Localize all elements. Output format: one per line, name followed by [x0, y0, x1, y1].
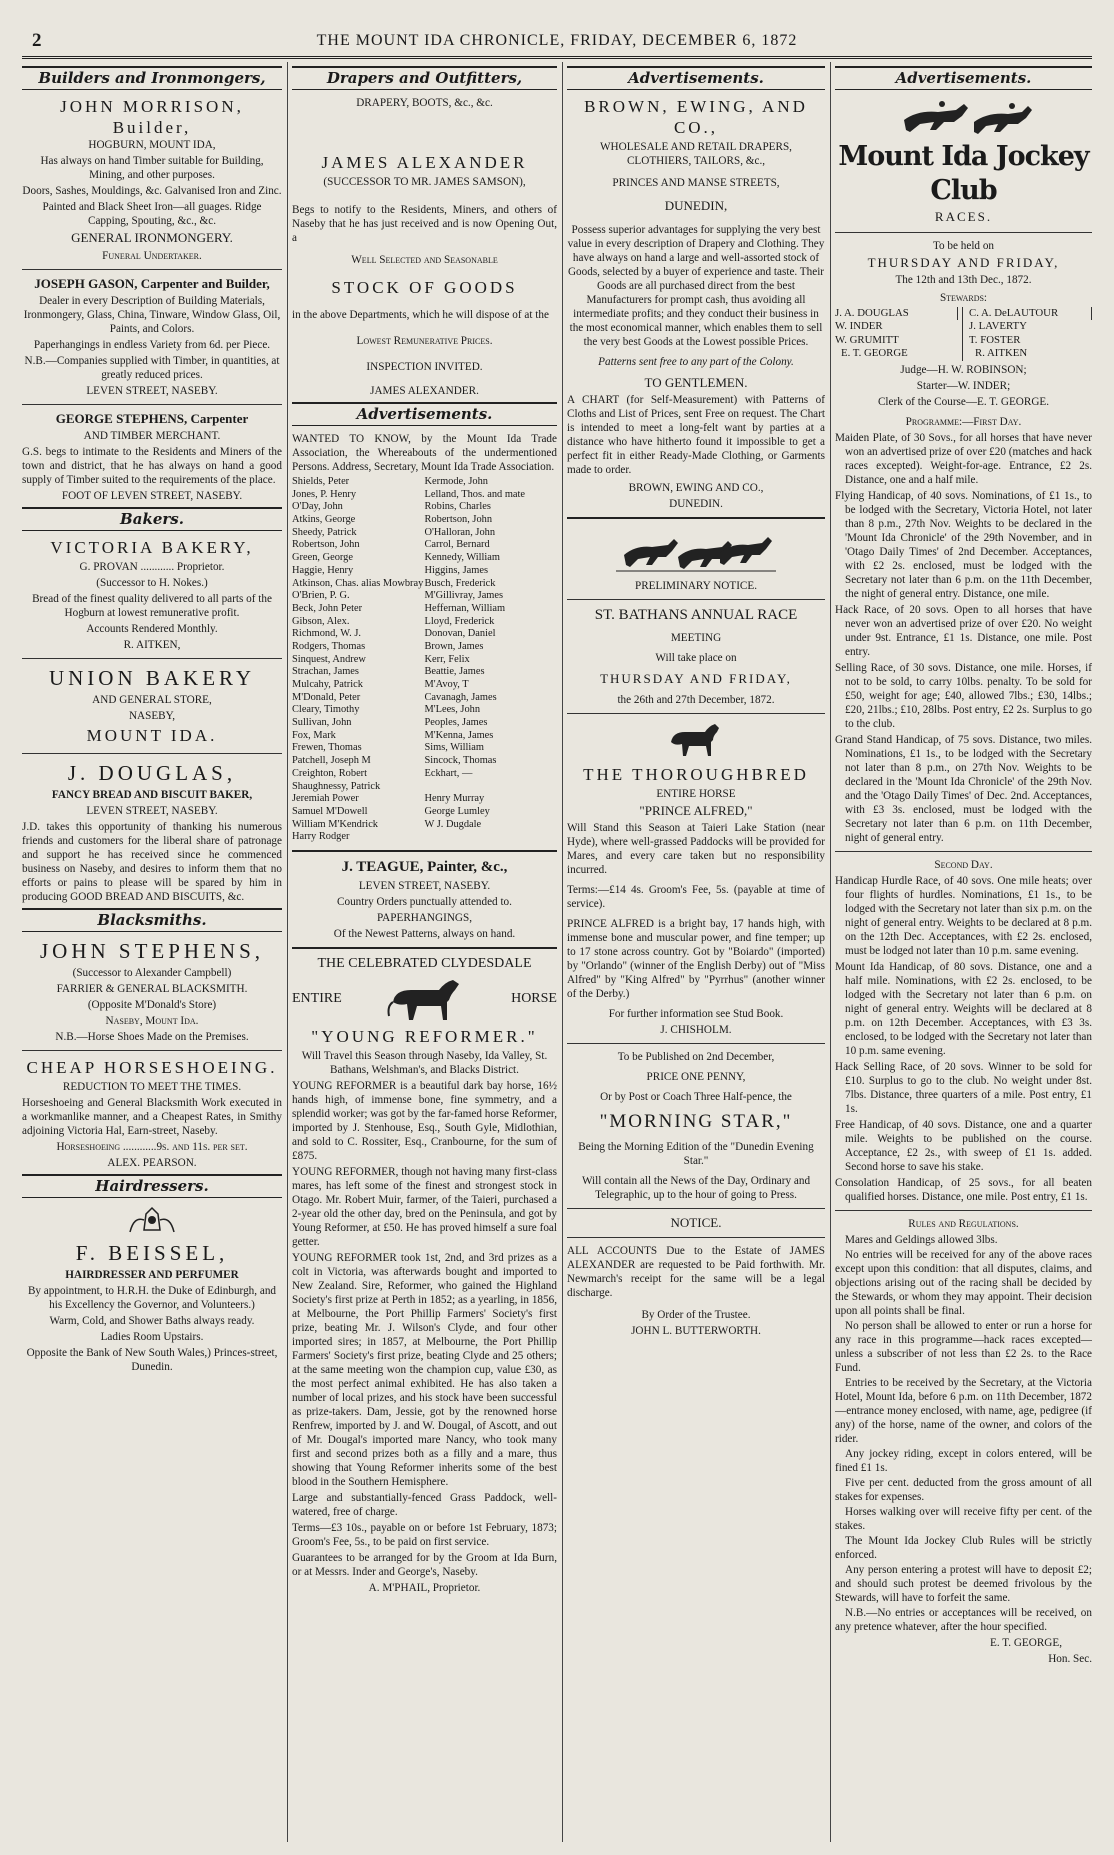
ad-text: The 12th and 13th Dec., 1872.: [895, 273, 1032, 286]
ad-text: E. T. GEORGE,: [990, 1636, 1062, 1649]
ad-text: Will Stand this Season at Taieri Lake Station (near Hyde), where well-grassed Paddocks will be provided for Mares, and every care taken but no responsibility incurred.: [567, 822, 825, 877]
divider: [292, 947, 557, 949]
ad-text: A CHART (for Self-Measurement) with Patterns of Cloths and List of Prices, sent Free on request. The Chart is intended to meet a long-felt want by parties at a distance who have hitherto found it impossible to get a perfect fit in either Ready-Made Clothing, or Garments made to order.: [567, 393, 825, 476]
ad-text: Will Travel this Season through Naseby, Ida Valley, St. Bathans, Welshman's, and Blacks District.: [301, 1050, 548, 1077]
missing-person-name: Mulcahy, Patrick: [292, 679, 363, 690]
ad-text: FARRIER & GENERAL BLACKSMITH.: [56, 982, 248, 995]
ad-text: Naseby, Mount Ida.: [105, 1014, 199, 1027]
ad-text: By Order of the Trustee.: [641, 1309, 751, 1322]
steward-name: R. AITKEN: [975, 347, 1028, 360]
ad-text: Second Day.: [934, 858, 993, 871]
rule-item: Any jockey riding, except in colors entered, will be fined £1 1s.: [835, 1447, 1092, 1474]
missing-person-name: Kennedy, William: [424, 552, 500, 564]
missing-person-name: Atkinson, Chas. alias Mowbray: [292, 577, 424, 589]
missing-person-name: Kerr, Felix: [424, 653, 470, 665]
ad-text: DUNEDIN,: [664, 198, 728, 214]
missing-person-name: M'Lees, John: [424, 704, 481, 716]
missing-person-name: Beck, John Peter: [292, 602, 363, 614]
divider: [22, 404, 282, 405]
missing-persons-list: [292, 476, 557, 844]
ad-text: WHOLESALE AND RETAIL DRAPERS, CLOTHIERS, TAILORS, &c.,: [600, 141, 792, 168]
ad-text: PRINCES AND MANSE STREETS,: [612, 177, 780, 190]
steward-name: T. FOSTER: [969, 333, 1021, 346]
steward-name: C. A. DeLAUTOUR: [969, 307, 1092, 320]
ad-text: Possess superior advantages for supplying the very best value in every description of Drapery and Clothing. They have always on hand a large and well-assorted stock of Goods, selected by a buyer of experience and taste. Their Goods are all purchased direct from the best Manufacturers for prompt cash, thus avoiding all intermediate profits; and they conduct their business in the most economical manner, which enables them to sell the very best Goods at the Lowest possible Prices.: [567, 223, 825, 348]
ad-text: ENTIRE: [292, 991, 342, 1007]
missing-person-name: Fox, Mark: [292, 729, 336, 741]
ad-text: BROWN, EWING AND CO.,: [628, 481, 764, 494]
ad-text: REDUCTION TO MEET THE TIMES.: [62, 1081, 242, 1093]
race-entry: Mount Ida Handicap, of 80 sovs. Distance, one and a half mile. Nominations, with £2 2s. enclosed, to be lodged with the Secretary not later than 6 p.m. on night of general entry. Weights will be declared at 8 p.m. on 12th December. Acceptances, with £3 3s. enclosed, to be lodged with the Secretary not later than 10 p.m. same evening.: [835, 960, 1092, 1057]
ad-text: YOUNG REFORMER, though not having many first-class mares, has left some of the finest and strongest stock in Otago. Mr. Robert Muir, farmer, of the Taieri, purchased a 2-year old the other day, bred on the Peninsula, and got by Young Reformer, at £50. He has proved himself a sure foal getter.: [292, 1166, 557, 1249]
stewards-left-column: [835, 307, 963, 361]
rules-list: [835, 1233, 1092, 1634]
ad-text: Terms:—£14 4s. Groom's Fee, 5s. (payable at time of service).: [567, 884, 825, 911]
section-heading: Bakers.: [22, 507, 282, 531]
missing-person-name: Jeremiah Power: [292, 793, 359, 805]
ad-text: THURSDAY AND FRIDAY,: [867, 254, 1060, 270]
ad-text: N.B.—Companies supplied with Timber, in quantities, at greatly reduced prices.: [24, 354, 280, 381]
ad-text: THURSDAY AND FRIDAY,: [600, 670, 792, 686]
missing-person-name: O'Day, John: [292, 501, 343, 513]
ad-text: YOUNG REFORMER took 1st, 2nd, and 3rd prizes as a colt in Victoria, was afterwards bought and imported to New Zealand. Sire, Reformer, who gained the Highland Society's first prize at Perth in 1852; as a yearling, in 1856, at Melbourne, the Port Phillip Farmers' Society's first prize, beating Mr. J. Wilson's Clyde, and four other imported sires; in 1857, at Melbourne, the Port Phillip Farmers' Society's first prize, beating Clyde and 25 others; at the same meeting won the champion cup, value £30, as the most perfect animal exhibited. He has also taken a number of local prizes, and his stock have been successful as prize-takers. Dam, Jessie, got by the renowned horse Renfrew, imported by J. and W. Dougal, of Ascott, and out of Mr. Dougal's imported mare Nancy, who took many first and second prizes both as a filly and a mare, thus showing that Young Reformer inherits some of the best blood in the Southern Hemisphere.: [292, 1252, 557, 1489]
divider: [567, 599, 825, 600]
missing-person-name: Sullivan, John: [292, 717, 352, 729]
missing-person-name: Busch, Frederick: [424, 577, 496, 589]
steward-name: E. T. GEORGE: [841, 347, 908, 360]
ad-text: MOUNT IDA.: [86, 726, 218, 746]
ad-text: PRICE ONE PENNY,: [646, 1071, 746, 1084]
ad-text: the 26th and 27th December, 1872.: [617, 693, 775, 706]
divider: [835, 232, 1092, 233]
section-heading: Advertisements.: [835, 66, 1092, 90]
ad-text: Has always on hand Timber suitable for Building, Mining, and other purposes.: [40, 155, 264, 182]
ad-heading: JOSEPH GASON, Carpenter and Builder,: [34, 275, 270, 291]
missing-person-name: M'Avoy, T: [424, 679, 469, 690]
divider: [22, 269, 282, 270]
ad-text: G. PROVAN ............ Proprietor.: [79, 561, 225, 573]
missing-person-name: Brown, James: [424, 640, 484, 652]
ad-text: AND TIMBER MERCHANT.: [83, 430, 221, 442]
rule-item: No person shall be allowed to enter or run a horse for any race in this programme—hack races excepted—unless a subscriber of not less than £2 2s. to the Race Fund.: [835, 1319, 1092, 1374]
horse-icon: [381, 972, 471, 1026]
ad-text: (Opposite M'Donald's Store): [87, 998, 217, 1011]
missing-person-name: M'Kenna, James: [424, 729, 494, 741]
ad-text: FANCY BREAD AND BISCUIT BAKER,: [51, 788, 253, 801]
missing-person-name: Atkins, George: [292, 514, 356, 526]
ad-heading: CHEAP HORSESHOEING.: [26, 1057, 278, 1077]
ad-heading: UNION BAKERY: [48, 666, 256, 690]
missing-person-name: Creighton, Robert: [292, 767, 368, 779]
missing-person-name: [425, 781, 558, 794]
ad-text: ENTIRE HORSE: [656, 788, 736, 800]
ad-text: Guarantees to be arranged for by the Groom at Ida Burn, or at Messrs. Inder and George's, Naseby.: [292, 1552, 557, 1579]
ad-text: DUNEDIN.: [669, 497, 723, 510]
missing-person-name: Beattie, James: [424, 666, 485, 678]
names-left-column: [292, 476, 425, 844]
column-3: [567, 62, 825, 1842]
ad-heading: "MORNING STAR,": [599, 1111, 793, 1133]
missing-person-name: Green, George: [292, 552, 353, 564]
ad-text: Large and substantially-fenced Grass Paddock, well-watered, free of charge.: [292, 1492, 557, 1519]
race-entry: Free Handicap, of 40 sovs. Distance, one and a quarter mile. Weights to be published on the course. Acceptance, £2 2s., with sweep of £1 1s. added. Second horse to save his stake.: [835, 1118, 1092, 1173]
missing-person-name: Harry Rodger: [292, 831, 350, 843]
missing-person-name: Robins, Charles: [424, 501, 491, 513]
ad-text: AND GENERAL STORE,: [92, 694, 212, 707]
ad-text: HORSE: [511, 991, 557, 1007]
ad-text: Bread of the finest quality delivered to all parts of the Hogburn at lowest remunerative profit.: [32, 593, 272, 619]
ad-text: Well Selected and Seasonable: [351, 254, 498, 266]
ad-heading: GEORGE STEPHENS, Carpenter: [55, 410, 249, 426]
ad-text: WANTED TO KNOW, by the Mount Ida Trade Association, the Whereabouts of the undermentioned Persons. Address, Secretary, Mount Ida Trade Association.: [292, 433, 557, 473]
missing-person-name: Lelland, Thos. and mate: [424, 488, 526, 500]
ad-text: Opposite the Bank of New South Wales,) Princes-street, Dunedin.: [26, 1347, 278, 1373]
ad-text: TO GENTLEMEN.: [644, 374, 748, 390]
divider: [567, 1043, 825, 1044]
masthead: [22, 30, 1092, 52]
missing-person-name: Haggie, Henry: [292, 564, 354, 576]
column-rule: [287, 62, 288, 1842]
column-4: [835, 62, 1092, 1842]
ad-text: PAPERHANGINGS,: [376, 911, 472, 924]
ad-text: (Successor to H. Nokes.): [96, 577, 208, 589]
missing-person-name: Sinquest, Andrew: [292, 653, 366, 665]
missing-person-name: M'Donald, Peter: [292, 691, 361, 703]
missing-person-name: Carrol, Bernard: [424, 539, 490, 551]
rule-item: N.B.—No entries or acceptances will be received, on any pretence whatever, after the hour specified.: [835, 1606, 1092, 1633]
ad-text: ALEX. PEARSON.: [107, 1157, 197, 1169]
column-rule: [562, 62, 563, 1842]
ad-text: Painted and Black Sheet Iron—all guages. Ridge Capping, Spouting, &c., &c.: [42, 201, 262, 228]
steward-name: W. INDER: [835, 320, 883, 333]
ad-text: N.B.—Horse Shoes Made on the Premises.: [55, 1030, 249, 1043]
ad-heading: Mount Ida Jockey Club: [838, 140, 1089, 206]
missing-person-name: Henry Murray: [424, 793, 485, 805]
missing-person-name: Sims, William: [424, 742, 484, 754]
rule-item: Horses walking over will receive fifty per cent. of the stakes.: [835, 1505, 1092, 1532]
missing-person-name: Cavanagh, James: [424, 691, 497, 703]
section-heading: Builders and Ironmongers,: [22, 66, 282, 90]
divider: [835, 1210, 1092, 1211]
ad-text: Starter—W. INDER;: [916, 379, 1011, 392]
ad-text: YOUNG REFORMER is a beautiful dark bay horse, 16½ hands high, of immense bone, fine symmetry, and a splendid worker; was got by the far-famed horse Reformer, imported by J. Stenhouse, Esq., South Gyle, Midlothian, and sold to C. Rossiter, Esq., Cranbourne, for the sum of £875.: [292, 1080, 557, 1163]
missing-person-name: Samuel M'Dowell: [292, 805, 368, 817]
missing-person-name: O'Brien, P. G.: [292, 590, 350, 602]
ad-text: (SUCCESSOR TO MR. JAMES SAMSON),: [323, 176, 526, 188]
ad-text: Horseshoeing ............9s. and 11s. per set.: [56, 1141, 248, 1153]
ad-heading: VICTORIA BAKERY,: [50, 537, 254, 557]
missing-person-name: Higgins, James: [424, 564, 488, 576]
divider: [567, 1208, 825, 1209]
ad-text: RACES.: [934, 209, 993, 225]
ad-heading: THE CELEBRATED CLYDESDALE: [317, 955, 532, 971]
ad-text: Lowest Remunerative Prices.: [356, 335, 493, 348]
race-entry: Hack Race, of 20 sovs. Open to all horses that have never won an advertised prize of over £20. No weight under 9st. Entrance, £1 1s. Distance, one mile. Post entry.: [835, 603, 1092, 658]
divider: [567, 1237, 825, 1238]
spacer: [292, 191, 557, 201]
racehorse-jockey-icon: [894, 96, 1034, 136]
stewards-right-column: [963, 307, 1092, 361]
divider: [567, 517, 825, 519]
steward-name: J. A. DOUGLAS: [835, 307, 958, 320]
ad-text: Or by Post or Coach Three Half-pence, the: [600, 1091, 792, 1104]
rule-item: The Mount Ida Jockey Club Rules will be strictly enforced.: [835, 1534, 1092, 1561]
ad-heading: JOHN STEPHENS,: [39, 938, 265, 963]
missing-person-name: Sheedy, Patrick: [292, 526, 357, 538]
ad-text: Accounts Rendered Monthly.: [86, 623, 218, 635]
rule-item: Any person entering a protest will have to deposit £2; and should such protest be deemed frivolous by the Stewards, will have to forfeit the same.: [835, 1563, 1092, 1604]
ad-heading: JOHN MORRISON, Builder,: [60, 96, 244, 137]
ad-text: PRELIMINARY NOTICE.: [634, 579, 758, 592]
races-day-1: [835, 431, 1092, 845]
missing-person-name: O'Halloran, John: [424, 526, 496, 538]
column-rule: [830, 62, 831, 1842]
missing-person-name: Richmond, W. J.: [292, 628, 361, 640]
missing-person-name: Robertson, John: [424, 514, 493, 526]
ad-text: To be Published on 2nd December,: [617, 1051, 775, 1064]
ad-text: Hon. Sec.: [1048, 1652, 1092, 1665]
missing-person-name: William M'Kendrick: [292, 818, 379, 830]
missing-person-name: Strachan, James: [292, 666, 359, 678]
ad-text: FOOT OF LEVEN STREET, NASEBY.: [61, 490, 243, 502]
ad-text: Begs to notify to the Residents, Miners, and others of Naseby that he has just received and is now Opening Out, a: [292, 204, 557, 244]
rule-item: Five per cent. deducted from the gross amount of all stakes for expenses.: [835, 1476, 1092, 1503]
missing-person-name: Frewen, Thomas: [292, 742, 362, 754]
missing-person-name: Rodgers, Thomas: [292, 640, 366, 652]
race-entry: Handicap Hurdle Race, of 40 sovs. One mile heats; over four flights of hurdles. Nominations, £1 1s., to be lodged with the Secretary not later than six p.m. on the night of general entry. Weights to be declared at 8 p.m. on the 12th Dec. Acceptances, with £2 2s. enclosed, must be lodged not later than 10 p.m. same evening.: [835, 874, 1092, 957]
ad-text: Ladies Room Upstairs.: [100, 1331, 204, 1343]
missing-person-name: Peoples, James: [424, 717, 488, 729]
ad-text: G.S. begs to intimate to the Residents and Miners of the town and district, that he has always on hand a good supply of Timber suited to the requirements of the place.: [22, 446, 282, 486]
steward-name: W. GRUMITT: [835, 333, 899, 346]
ad-text: Being the Morning Edition of the "Dunedin Evening Star.": [578, 1141, 814, 1167]
horse-banner: [292, 972, 557, 1026]
ad-heading: F. BEISSEL,: [75, 1240, 229, 1265]
race-entry: Maiden Plate, of 30 Sovs., for all horses that have never won an advertised prize of over £20 (matches and hack races excepted). Weight-for-age. Entrance, £2 2s. Distance, one and a half mile.: [835, 431, 1092, 486]
ad-text: (Successor to Alexander Campbell): [72, 966, 232, 979]
page-number: 2: [32, 30, 42, 51]
rule-item: No entries will be received for any of the above races except upon this condition: that all disputes, claims, and objections arising out of the racing shall be decided by the Stewards, or whom they may appoint. Their decision upon all points shall be final.: [835, 1248, 1092, 1317]
ad-text: Terms—£3 10s., payable on or before 1st February, 1873; Groom's Fee, 5s., to be paid on first service.: [292, 1522, 557, 1549]
ad-text: JOHN L. BUTTERWORTH.: [631, 1325, 761, 1338]
ad-text: Funeral Undertaker.: [102, 249, 202, 262]
ad-text: NASEBY,: [128, 710, 176, 723]
ad-text: A. M'PHAIL, Proprietor.: [368, 1582, 481, 1595]
ad-text: Horseshoeing and General Blacksmith Work executed in a workmanlike manner, and a Cheapest Rates, in Smithy adjoining Victoria Hal, Earn-street, Naseby.: [22, 1097, 282, 1137]
ad-text: Rules and Regulations.: [908, 1217, 1019, 1230]
ad-text: Stewards:: [939, 291, 988, 304]
ad-heading: JAMES ALEXANDER: [321, 152, 528, 172]
ad-text: To be held on: [932, 239, 995, 252]
horse-icon: [661, 720, 731, 760]
ad-text: HAIRDRESSER AND PERFUMER: [65, 1269, 239, 1281]
spacer: [292, 112, 557, 152]
missing-person-name: Donovan, Daniel: [424, 628, 496, 640]
column-2: [292, 62, 557, 1842]
ad-heading: J. TEAGUE, Painter, &c.,: [341, 858, 508, 875]
race-entry: Consolation Handicap, of 25 sovs., for all beaten qualified horses. Distance, one mile. Post entry, £1 1s.: [835, 1176, 1092, 1203]
divider: [22, 1050, 282, 1051]
names-right-column: [425, 476, 558, 844]
missing-person-name: Gibson, Alex.: [292, 615, 350, 627]
ad-text: J.D. takes this opportunity of thanking his numerous friends and customers for the liberal share of patronage and support he has received since he commenced business on Naseby, and desires to inform them that no efforts or pains to please will be spared by him in producing GOOD BREAD AND BISCUITS, &c.: [22, 820, 282, 903]
races-day-2: [835, 874, 1092, 1204]
ad-text: Judge—H. W. ROBINSON;: [900, 363, 1027, 376]
ad-text: STOCK OF GOODS: [331, 278, 518, 297]
ad-heading: J. DOUGLAS,: [67, 760, 237, 785]
missing-person-name: Kermode, John: [424, 476, 488, 487]
missing-person-name: Eckhart, —: [424, 767, 473, 779]
missing-person-name: Shaughnessy, Patrick: [292, 780, 381, 792]
ad-text: GENERAL IRONMONGERY.: [71, 230, 233, 246]
ad-text: Clerk of the Course—E. T. GEORGE.: [877, 395, 1050, 408]
divider: [22, 658, 282, 659]
ad-text: Will contain all the News of the Day, Ordinary and Telegraphic, up to the hour of going to Press.: [581, 1175, 811, 1201]
divider: [835, 851, 1092, 852]
ad-text: LEVEN STREET, NASEBY.: [358, 879, 491, 892]
columns: [22, 62, 1092, 1842]
column-1: [22, 62, 282, 1842]
missing-person-name: Lloyd, Frederick: [424, 615, 495, 627]
ad-heading: BROWN, EWING, AND CO.,: [584, 96, 808, 137]
missing-person-name: Cleary, Timothy: [292, 704, 360, 716]
missing-person-name: Jones, P. Henry: [292, 488, 357, 500]
ad-text: MEETING: [670, 631, 722, 644]
ad-text: LEVEN STREET, NASEBY.: [86, 384, 218, 397]
stewards-list: [835, 307, 1092, 361]
ad-text: ALL ACCOUNTS Due to the Estate of JAMES ALEXANDER are requested to be Paid forthwith. Mr. Newmarch's receipt for the same will be a legal discharge.: [567, 1245, 825, 1300]
ad-text: For further information see Stud Book.: [608, 1008, 784, 1021]
ad-heading: NOTICE.: [670, 1215, 722, 1230]
steward-name: J. LAVERTY: [969, 320, 1027, 333]
divider: [292, 850, 557, 852]
ad-text: Doors, Sashes, Mouldings, &c. Galvanised Iron and Zinc.: [22, 185, 282, 198]
missing-person-name: Sincock, Thomas: [424, 755, 497, 767]
ad-text: Programme:—First Day.: [905, 415, 1022, 428]
ad-text: INSPECTION INVITED.: [366, 361, 483, 374]
newspaper-title: THE MOUNT IDA CHRONICLE, FRIDAY, DECEMBER 6, 1872: [316, 32, 798, 49]
race-entry: Selling Race, of 30 sovs. Distance, one mile. Horses, if not to be sold, to carry 10lbs. penalty. To be sold for £50, weight for age; £40, allowed 7lbs.; £30, 14lbs.; £20, 21lbs.; £10, 28lbs. Post entry, £2 2s. Surplus to go to the club.: [835, 661, 1092, 730]
ad-text: Will take place on: [655, 651, 737, 664]
ad-text: "PRINCE ALFRED,": [639, 803, 753, 818]
missing-person-name: W J. Dugdale: [424, 818, 482, 830]
ad-text: Country Orders punctually attended to.: [337, 895, 512, 908]
ad-text: in the above Departments, which he will dispose of at the: [292, 309, 549, 322]
ad-text: Dealer in every Description of Building Materials, Ironmongery, Glass, China, Tinware, Window Glass, Oil, Paints, and Colors.: [23, 294, 281, 335]
race-entry: Hack Selling Race, of 20 sovs. Winner to be sold for £10. Surplus to go to the club. No weight under 8st. 7lbs. Distance, three quarters of a mile. Post entry, £1 1s.: [835, 1060, 1092, 1115]
missing-person-name: Robertson, John: [292, 539, 360, 551]
ad-heading: ST. BATHANS ANNUAL RACE: [594, 606, 798, 623]
missing-person-name: George Lumley: [424, 805, 490, 817]
divider: [22, 753, 282, 754]
section-heading: Drapers and Outfitters,: [292, 66, 557, 90]
section-heading: Hairdressers.: [22, 1174, 282, 1198]
ad-text: Patterns sent free to any part of the Colony.: [598, 355, 794, 368]
ad-text: By appointment, to H.R.H. the Duke of Edinburgh, and his Excellency the Governor, and Volunteers.): [27, 1285, 277, 1311]
missing-person-name: Heffernan, William: [424, 602, 506, 614]
ad-text: LEVEN STREET, NASEBY.: [86, 804, 218, 817]
race-entry: Flying Handicap, of 40 sovs. Nominations, of £1 1s., to be lodged with the Secretary, Victoria Hotel, not later than 8 p.m., 27th Nov. Weights to be declared in the 'Mount Ida Chronicle' of the 29th November, and in 'Otago Daily Times' of 2nd December. Acceptances, with £2 2s. enclosed, must be lodged with the Secretary not later than 6 p.m. on the 11th December, the night of general entry. Distance, one mile.: [835, 489, 1092, 600]
race-entry: Grand Stand Handicap, of 75 sovs. Distance, two miles. Nominations, £1 1s., to be lodged with the Secretary not later than 8 p.m., on 27th Nov. Weights to be declared in the 'Mount Ida Chronicle' of the 29th Nov. and the 'Otago Daily Times' of Dec. 2nd. Acceptances, with £3 3s. enclosed, must be lodged with the Secretary not later than 6 p.m. on 11th December, night of general entry.: [835, 733, 1092, 844]
ad-text: PRINCE ALFRED is a bright bay, 17 hands high, with immense bone and muscular power, and fine temper; up to 17 stone across country. Got by "Boiardo" (imported) by "Orlando" (winner of the English Derby) out of "Miss Alfred" by "King Alfred" by "Pyrrhus" (another winner of the Derby.): [567, 918, 825, 1001]
missing-person-name: Patchell, Joseph M: [292, 755, 371, 767]
ad-text: Of the Newest Patterns, always on hand.: [333, 927, 516, 940]
ad-text: HOGBURN, MOUNT IDA,: [88, 139, 216, 152]
rule-item: Mares and Geldings allowed 3lbs.: [845, 1233, 998, 1246]
section-heading: Blacksmiths.: [22, 908, 282, 932]
section-heading: Advertisements.: [292, 402, 557, 426]
divider: [567, 713, 825, 714]
ad-heading: "YOUNG REFORMER.": [311, 1027, 538, 1047]
royal-arms-icon: [122, 1204, 182, 1236]
ad-text: Paperhangings in endless Variety from 6d. per Piece.: [33, 338, 271, 351]
section-heading: Advertisements.: [567, 66, 825, 90]
ad-text: J. CHISHOLM.: [660, 1024, 732, 1037]
rule-item: Entries to be received by the Secretary, at the Victoria Hotel, Mount Ida, before 6 p.m. on 11th December, 1872—entrance money enclosed, with name, age, pedigree (if any) of the horse, name of the owner, and colors of the rider.: [835, 1376, 1092, 1445]
masthead-rule: [22, 56, 1092, 59]
ad-text: JAMES ALEXANDER.: [370, 385, 479, 398]
racehorses-icon: [616, 525, 776, 575]
missing-person-name: Shields, Peter: [292, 476, 350, 487]
ad-heading: THE THOROUGHBRED: [583, 764, 809, 784]
ad-text: DRAPERY, BOOTS, &c., &c.: [356, 96, 493, 109]
ad-text: R. AITKEN,: [123, 639, 181, 651]
missing-person-name: M'Gillivray, James: [424, 590, 504, 602]
ad-text: Warm, Cold, and Shower Baths always ready.: [49, 1315, 255, 1327]
